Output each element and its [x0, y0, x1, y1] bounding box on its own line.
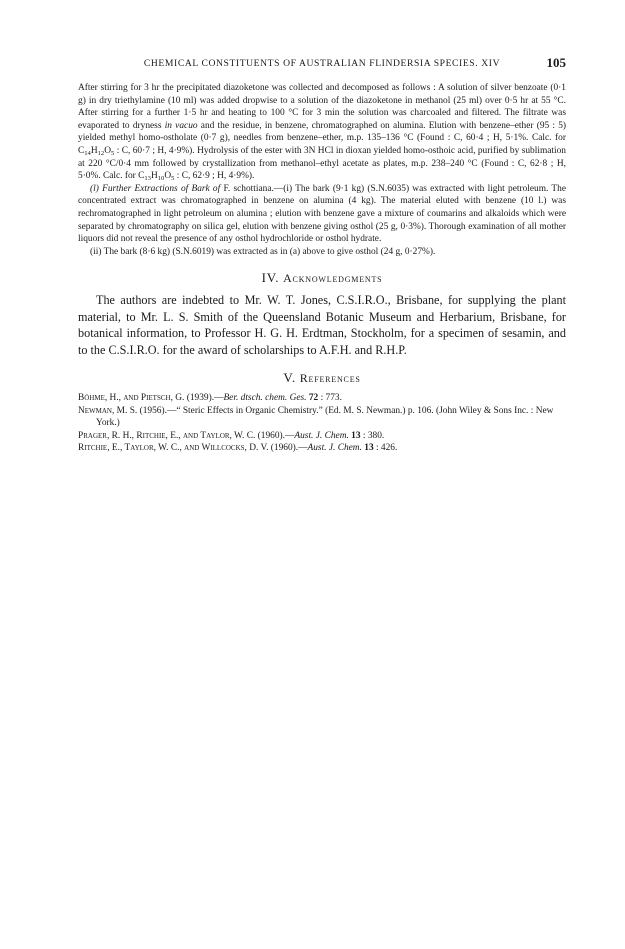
references-heading: V. References — [283, 369, 361, 385]
reference-item: Böhme, H., and Pietsch, G. (1939).—Ber. dtsch. chem. Ges. 72 : 773. — [78, 392, 342, 403]
reference-item: Ritchie, E., Taylor, W. C., and Willcocks, D. V. (1960).—Aust. J. Chem. 13 : 426. — [78, 443, 398, 454]
running-header — [78, 56, 566, 72]
page — [78, 56, 566, 455]
page-number: 105 — [546, 55, 566, 70]
acknowledgments-heading: IV. Acknowledgments — [261, 270, 383, 286]
reference-item: Prager, R. H., Ritchie, E., and Taylor, W. C. (1960).—Aust. J. Chem. 13 : 380. — [78, 430, 385, 441]
experimental-paragraph-1: After stirring for 3 hr the precipitated diazoketone was collected and decomposed as follows : A solution of silver benzoate (0·1 g) in dry triethylamine (10 ml) was added dropwise to a solution of the diazoketone in methanol (25 ml) over 0·5 hr at 55 °C. After stirring for a further 1·5 hr and heating to 100 °C for 3 min the solution was charcoaled and filtered. The filtrate was evaporated to dryness in vacuo and the residue, in benzene, chromatographed on alumina. Elution with benzene–ether (95 : 5) yielded methyl homo-ostholate (0·7 g), needles from benzene–ether, m.p. 135–136 °C (Found : C, 60·4 ; H, 5·1%. Calc. for $C_{14}H_{12}O_5$ : C, 60·7 ; H, 4·9%). Hydrolysis of the ester with 3N HCl in dioxan yielded homo-osthoic acid, purified by sublimation at 220 °C/0·4 mm followed by crystallization from methanol–ethyl acetate as plates, m.p. 238–240 °C (Found : C, 62·8 ; H, 5·0%. Calc. for $C_{13}H_{10}O_5$ : C, 62·9 ; H, 4·9%). — [78, 83, 567, 183]
experimental-paragraph-3: (ii) The bark (8·6 kg) (S.N.6019) was extracted as in (a) above to give osthol (24 g, 0·27%). — [90, 246, 436, 257]
running-title: CHEMICAL CONSTITUENTS OF AUSTRALIAN FLINDERSIA SPECIES. XIV — [143, 58, 501, 69]
experimental-section — [78, 82, 566, 258]
experimental-paragraph-2: (l) Further Extractions of Bark of F. schottiana.—(i) The bark (9·1 kg) (S.N.6035) was extracted with light petroleum. The concentrated extract was chromatographed in benzene on alumina (4 kg). The material eluted with benzene (10 l.) was rechromatographed in light petroleum on alumina ; elution with benzene gave a mixture of coumarins and alkaloids which were separated by chromatography on silica gel, elution with benzene giving osthol (25 g, 0·3%). Thorough examination of all mother liquors did not reveal the presence of any osthol hydrochloride or osthol hydrate. — [78, 183, 566, 245]
reference-item: Newman, M. S. (1956).—“ Steric Effects in Organic Chemistry.” (Ed. M. S. Newman.) p. 106. (John Wiley & Sons Inc. : New York.) — [78, 405, 554, 429]
reference-list — [78, 392, 566, 455]
acknowledgments-text: The authors are indebted to Mr. W. T. Jones, C.S.I.R.O., Brisbane, for supplying the plant material, to Mr. L. S. Smith of the Queensland Botanic Museum and Herbarium, Brisbane, for botanical information, to Professor H. G. H. Erdtman, Stockholm, for a specimen of sesamin, and to the C.S.I.R.O. for the award of scholarships to A.F.H. and R.H.P. — [78, 293, 566, 357]
